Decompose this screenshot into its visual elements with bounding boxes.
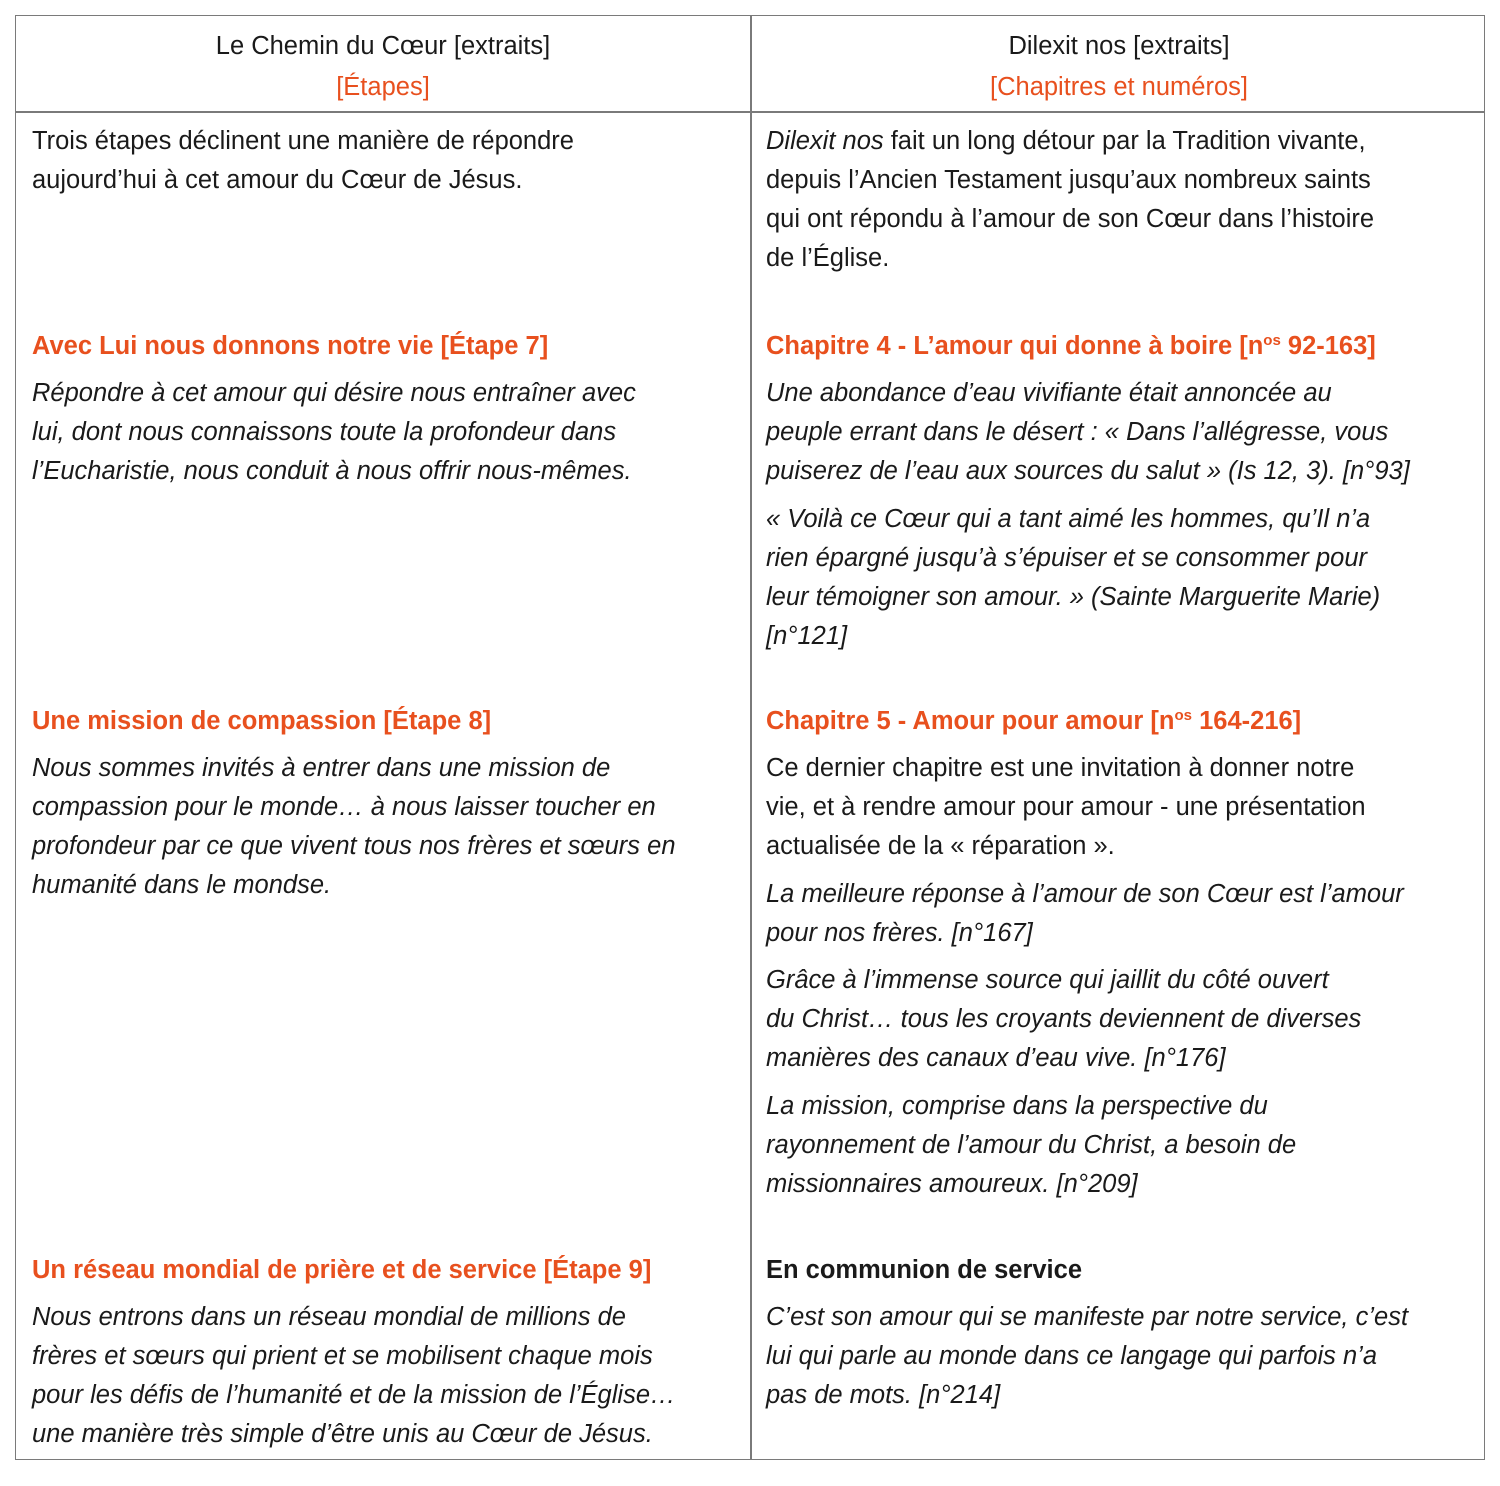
right-chapter5-quote2: Grâce à l’immense source qui jaillit du côté ouvert du Christ… tous les croyants deviennent de diverses manières des canaux d’eau vive. [n°176]: [766, 966, 1362, 1072]
right-service-text: C’est son amour qui se manifeste par notre service, c’est lui qui parle au monde dans ce langage qui parfois n’a pas de mots. [n°214]: [766, 1303, 1409, 1409]
right-chapter4-title: Chapitre 4 - L’amour qui donne à boire [$n^{os}$ 92-163]: [766, 332, 1376, 360]
right-column-header: [752, 26, 1486, 108]
right-chapter4-quote2: « Voilà ce Cœur qui a tant aimé les hommes, qu’Il n’a rien épargné jusqu’à s’épuiser et se consommer pour leur témoigner son amour. » (Sainte Marguerite Marie) [n°121]: [766, 505, 1381, 650]
left-column-header: [16, 26, 750, 108]
right-header-subtitle: [Chapitres et numéros]: [990, 73, 1248, 101]
left-step9-text: Nous entrons dans un réseau mondial de millions de frères et sœurs qui prient et se mobilisent chaque mois pour les défis de l’humanité et de la mission de l’Église… une manière très simple d’être unis au Cœur de Jésus.: [32, 1303, 676, 1448]
column-divider: [750, 16, 752, 1459]
left-step7-text: Répondre à cet amour qui désire nous entraîner avec lui, dont nous connaissons toute la profondeur dans l’Eucharistie, nous conduit à nous offrir nous-mêmes.: [32, 379, 636, 485]
comparison-table: [15, 15, 1485, 1460]
dilexit-nos-emphasis: Dilexit nos: [766, 127, 884, 155]
right-chapter5-quote1: La meilleure réponse à l’amour de son Cœur est l’amour pour nos frères. [n°167]: [766, 880, 1404, 947]
left-header-subtitle: [Étapes]: [336, 73, 430, 101]
left-step7-title: Avec Lui nous donnons notre vie [Étape 7]: [32, 332, 549, 360]
left-step8-title: Une mission de compassion [Étape 8]: [32, 707, 492, 735]
header-divider: [16, 111, 1484, 113]
left-header-title: Le Chemin du Cœur [extraits]: [215, 32, 551, 60]
right-header-title: Dilexit nos [extraits]: [1008, 32, 1230, 60]
right-chapter5-text: Ce dernier chapitre est une invitation à donner notre vie, et à rendre amour pour amour - une présentation actualisée de la « réparation ».: [766, 754, 1366, 860]
right-chapter4-quote1: Une abondance d’eau vivifiante était annoncée au peuple errant dans le désert : « Dans l’allégresse, vous puiserez de l’eau aux sources du salut » (Is 12, 3). [n°93]: [766, 379, 1410, 485]
left-intro: Trois étapes déclinent une manière de répondre aujourd’hui à cet amour du Cœur de Jésus.: [32, 127, 574, 194]
right-intro: Dilexit nos fait un long détour par la Tradition vivante, depuis l’Ancien Testament jusqu’aux nombreux saints qui ont répondu à l’amour de son Cœur dans l’histoire de l’Église.: [766, 127, 1375, 272]
right-service-title: En communion de service: [766, 1256, 1083, 1284]
right-chapter5-quote3: La mission, comprise dans la perspective du rayonnement de l’amour du Christ, a besoin de missionnaires amoureux. [n°209]: [766, 1092, 1297, 1198]
left-step8-text: Nous sommes invités à entrer dans une mission de compassion pour le monde… à nous laisser toucher en profondeur par ce que vivent tous nos frères et sœurs en humanité dans le mondse.: [32, 754, 676, 899]
right-chapter5-title: Chapitre 5 - Amour pour amour [$n^{os}$ 164-216]: [766, 707, 1302, 735]
left-step9-title: Un réseau mondial de prière et de service [Étape 9]: [32, 1256, 652, 1284]
